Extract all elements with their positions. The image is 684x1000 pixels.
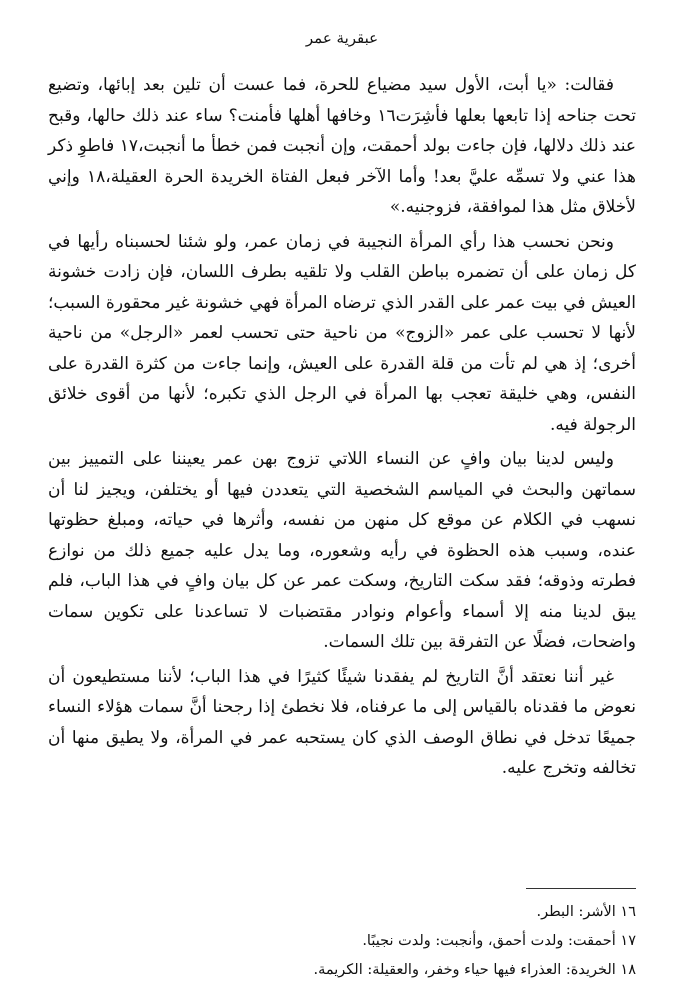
footnote-divider — [526, 888, 636, 889]
footnote: ١٦ الأشر: البطر. — [536, 904, 636, 920]
paragraph: وليس لدينا بيان وافٍ عن النساء اللاتي تزوج بهن عمر يعيننا على التمييز بين سماتهن والبحث في المياسم الشخصية التي يتعددن فيها أو يختلفن، ويجيز لنا أن نسهب في الكلام عن موقع كل منهن من نفسه، وأثرها في حياته، ومبلغ حظوتها عنده، وسبب هذه الحظوة في رأيه وشعوره، وما يدل عليه جميع ذلك من نوازع فطرته وذوقه؛ فقد سكت التاريخ، وسكت عمر عن كل بيان وافٍ في هذا الباب، فلم يبق لدينا منه إلا أسماء وأعوام ونوادر مقتضبات لا تساعدنا على تكوين سمات واضحات، فضلًا عن التفرقة بين تلك السمات. — [48, 449, 636, 652]
paragraph: ونحن نحسب هذا رأي المرأة النجيبة في زمان عمر، ولو شئنا لحسبناه رأيها في كل زمان على أن تضمره بباطن القلب ولا تلقيه بطرف اللسان، فإن زادت خشونة العيش في بيت عمر على القدر الذي ترضاه المرأة فهي خشونة غير محقورة السبب؛ لأنها لا تحسب على عمر «الزوج» من ناحية حتى تحسب لعمر «الرجل» من ناحية أخرى؛ إذ هي لم تأت من قلة القدرة على العيش، وإنما جاءت من كثرة القدرة على النفس، وهي خليقة تعجب بها المرأة في الرجل الذي تكبره؛ لأنها من أقوى خلائق الرجولة فيه. — [48, 231, 636, 435]
running-header: عبقرية عمر — [305, 29, 379, 47]
footnotes — [48, 898, 636, 985]
paragraph: فقالت: «يا أبت، الأول سيد مضياع للحرة، فما عست أن تلين بعد إبائها، وتضيع تحت جناحه إذا تابعها بعلها فأشِرَت١٦ وخافها أهلها فأمنت؟ ساء عند ذلك حالها، وقبح عند ذلك دلالها، فإن جاءت بولد أحمقت، وإن أنجبت فمن خطأ ما أنجبت،١٧ فاطوِ ذكر هذا عني ولا تسمِّه عليَّ بعد! وأما الآخر فبعل الفتاة الخريدة الحرة العقيلة،١٨ وإني لأخلاق مثل هذا لموافقة، فزوجنيه.» — [48, 75, 636, 217]
footnote: ١٨ الخريدة: العذراء فيها حياء وخفر، والعقيلة: الكريمة. — [313, 962, 636, 978]
footnote: ١٧ أحمقت: ولدت أحمق، وأنجبت: ولدت نجيبًا. — [362, 933, 636, 949]
body-text — [48, 70, 636, 788]
paragraph: غير أننا نعتقد أنَّ التاريخ لم يفقدنا شيئًا كثيرًا في هذا الباب؛ لأننا مستطيعون أن نعوض ما فقدناه بالقياس إلى ما عرفناه، فلا نخطئ إذا رجحنا أنَّ سمات هؤلاء النساء جميعًا تدخل في نطاق الوصف الذي كان يستحبه عمر في المرأة، ولا يطيق منها أن تخالفه وتخرج عليه. — [48, 666, 636, 778]
